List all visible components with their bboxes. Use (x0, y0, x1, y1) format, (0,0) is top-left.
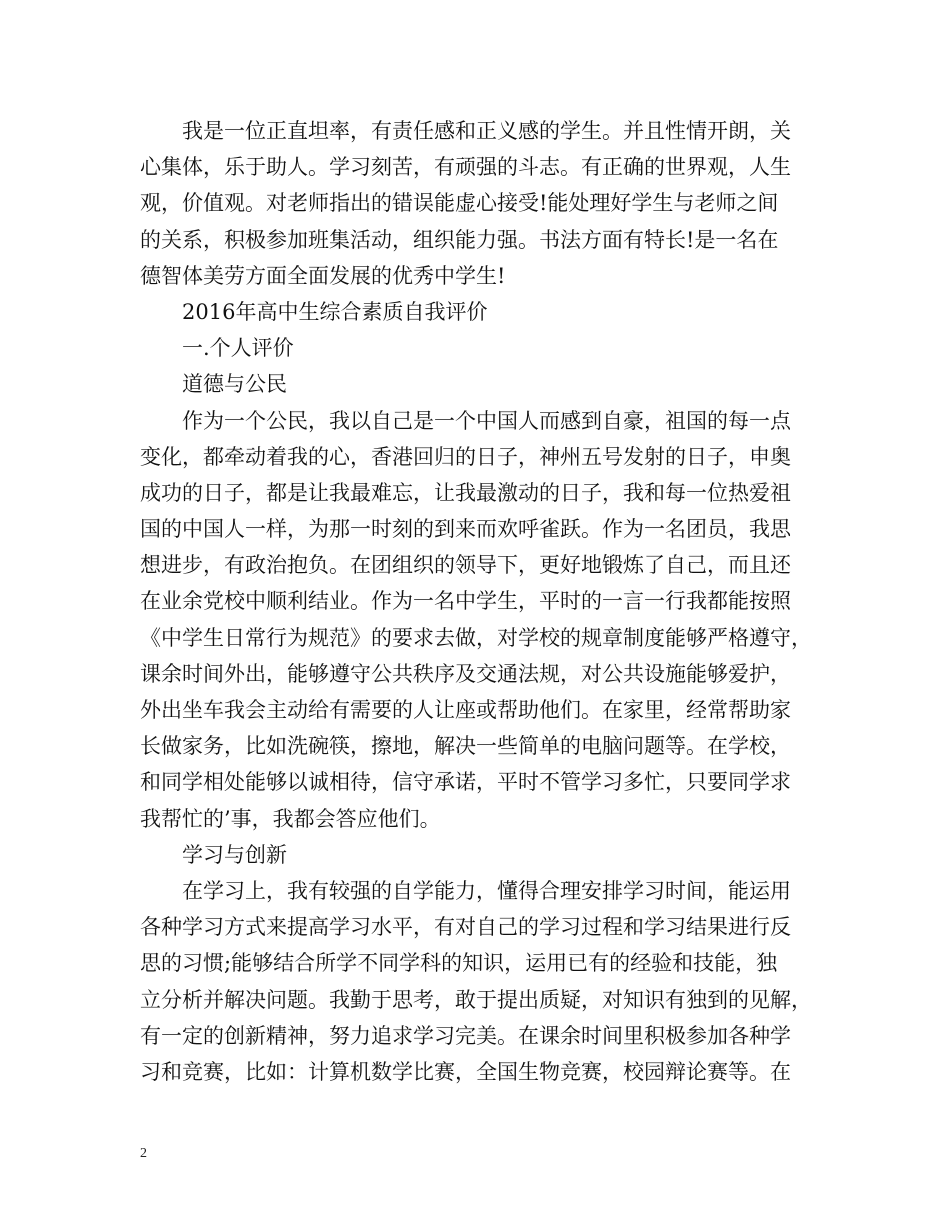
text-line: 我是一位正直坦率，有责任感和正义感的学生。并且性情开朗，关 (182, 119, 791, 143)
text-line: 成功的日子，都是让我最难忘，让我最激动的日子，我和每一位热爱祖 (140, 480, 791, 505)
text-line: 在业余党校中顺利结业。作为一名中学生，平时的一言一行我都能按照 (140, 589, 791, 614)
page-number: 2 (140, 1146, 147, 1161)
text-line: 2016年高中生综合素质自我评价 (182, 299, 488, 324)
text-line: 习和竞赛，比如：计算机数学比赛，全国生物竞赛，校园辩论赛等。在 (140, 1059, 791, 1084)
text-line: 思的习惯;能够结合所学不同学科的知识，运用已有的经验和技能，独 (140, 951, 778, 976)
text-line: 心集体，乐于助人。学习刻苦，有顽强的斗志。有正确的世界观，人生 (140, 155, 791, 180)
text-line: 一.个人评价 (182, 336, 294, 361)
document-body (140, 113, 820, 1090)
text-line: 在学习上，我有较强的自学能力，懂得合理安排学习时间，能运用 (182, 878, 791, 903)
text-line: 有一定的创新精神，努力追求学习完美。在课余时间里积极参加各种学 (140, 1023, 791, 1048)
text-line: 我帮忙的’事，我都会答应他们。 (140, 806, 441, 831)
text-line: 作为一个公民，我以自己是一个中国人而感到自豪，祖国的每一点 (182, 408, 791, 433)
text-line: 国的中国人一样，为那一时刻的到来而欢呼雀跃。作为一名团员，我思 (140, 517, 791, 542)
text-line: 和同学相处能够以诚相待，信守承诺，平时不管学习多忙，只要同学求 (140, 770, 791, 795)
text-line: 课余时间外出，能够遵守公共秩序及交通法规，对公共设施能够爱护， (140, 661, 791, 686)
text-line: 德智体美劳方面全面发展的优秀中学生! (140, 263, 506, 288)
text-line: 变化，都牵动着我的心，香港回归的日子，神州五号发射的日子，申奥 (140, 444, 791, 469)
text-line: 的关系，积极参加班集活动，组织能力强。书法方面有特长!是一名在 (140, 227, 779, 252)
text-line: 道德与公民 (182, 372, 287, 397)
text-line: 学习与创新 (182, 842, 287, 867)
text-line: 立分析并解决问题。我勤于思考，敢于提出质疑，对知识有独到的见解， (140, 987, 812, 1012)
text-line: 《中学生日常行为规范》的要求去做，对学校的规章制度能够严格遵守， (140, 625, 812, 650)
text-line: 想进步，有政治抱负。在团组织的领导下，更好地锻炼了自己，而且还 (140, 553, 791, 578)
text-line: 观，价值观。对老师指出的错误能虚心接受!能处理好学生与老师之间 (140, 191, 779, 216)
text-line: 各种学习方式来提高学习水平，有对自己的学习过程和学习结果进行反 (140, 915, 791, 940)
text-line: 长做家务，比如洗碗筷，擦地，解决一些简单的电脑问题等。在学校， (140, 734, 791, 759)
text-line: 外出坐车我会主动给有需要的人让座或帮助他们。在家里，经常帮助家 (140, 698, 791, 722)
